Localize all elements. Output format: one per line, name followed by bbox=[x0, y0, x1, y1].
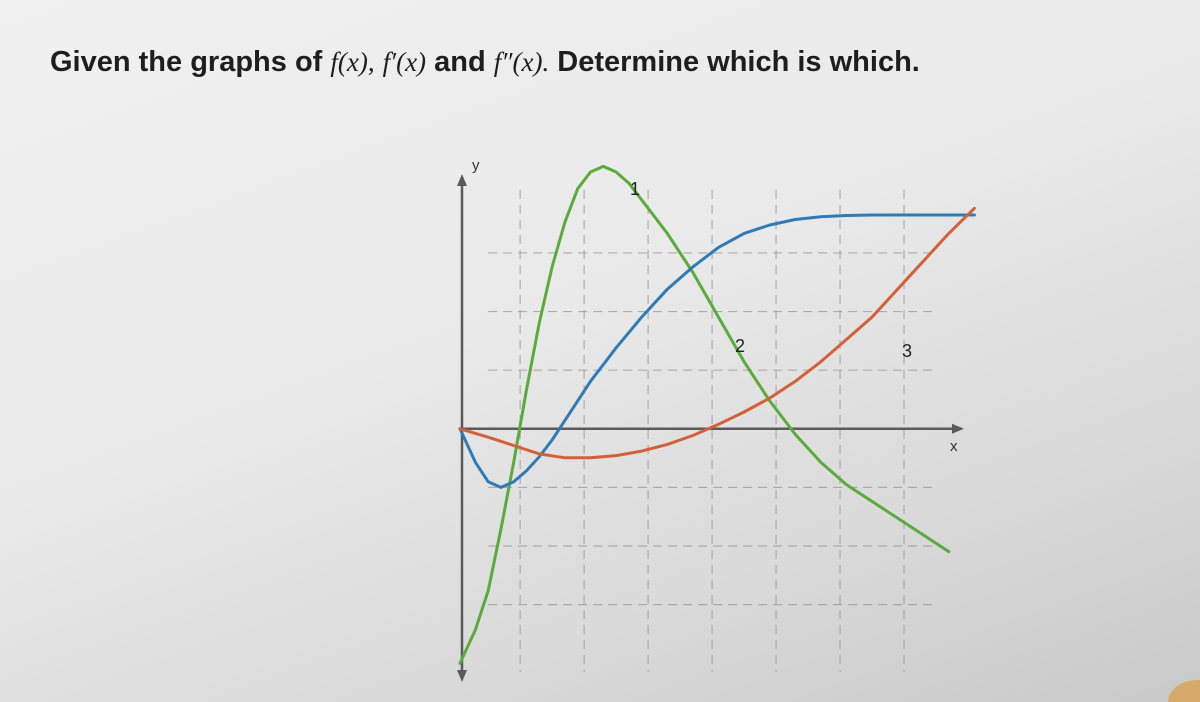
curve-2 bbox=[460, 215, 974, 487]
question-suffix: Determine which is which. bbox=[557, 46, 920, 78]
y-axis-label: y bbox=[472, 157, 480, 174]
axes bbox=[457, 157, 964, 682]
y-axis-arrow-down bbox=[457, 670, 467, 682]
curves bbox=[460, 166, 974, 663]
curve-label-2: 2 bbox=[734, 336, 746, 356]
curve-labels bbox=[630, 179, 912, 361]
f-double-prime-notation: f″(x). bbox=[493, 47, 550, 77]
x-axis-label: x bbox=[950, 437, 958, 455]
x-axis-arrow bbox=[952, 424, 964, 434]
y-axis-arrow-up bbox=[457, 174, 467, 186]
curve-1 bbox=[460, 166, 949, 663]
curve-label-3: 3 bbox=[901, 341, 913, 361]
question-and: and bbox=[434, 46, 486, 78]
f-notation: f(x), bbox=[330, 47, 375, 77]
question-prefix: Given the graphs of bbox=[50, 46, 323, 78]
curve-label-1: 1 bbox=[629, 179, 641, 199]
f-prime-notation: f′(x) bbox=[382, 47, 427, 77]
grid bbox=[488, 190, 938, 672]
